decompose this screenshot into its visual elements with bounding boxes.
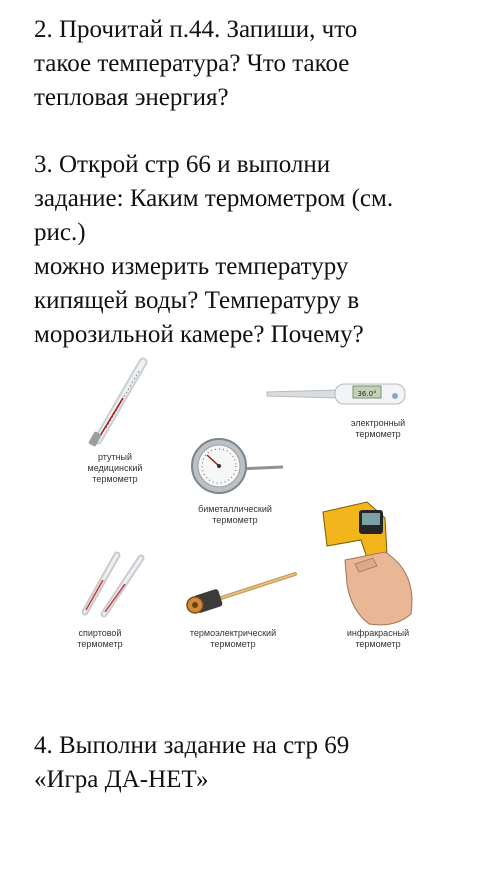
task-3-line: морозильной камере? Почему? [34, 321, 364, 348]
task-3-line: 3. Открой стр 66 и выполни [34, 151, 331, 178]
caption-electronic: электронный термометр [350, 418, 406, 439]
task-4-line: «Игра ДА-НЕТ» [34, 766, 209, 793]
task-3-line: рис.) [34, 219, 86, 246]
electronic-thermometer-icon [267, 384, 405, 404]
task-4 [34, 729, 474, 797]
bimetallic-thermometer-icon [192, 439, 283, 493]
task-2-line: 2. Прочитай п.44. Запиши, что [34, 16, 358, 43]
task-4-line: 4. Выполни задание на стр 69 [34, 732, 350, 759]
thermometers-figure [55, 352, 455, 662]
caption-alcohol: спиртовой термометр [77, 628, 123, 649]
caption-bimetal: биметаллический термометр [198, 504, 272, 525]
task-2-line: тепловая энергия? [34, 84, 229, 111]
task-2 [34, 13, 474, 115]
thermoelectric-thermometer-icon [187, 574, 295, 614]
caption-thermoelectric: термоэлектрический термометр [189, 628, 277, 649]
task-3 [34, 148, 474, 352]
task-3-line: кипящей воды? Температуру в [34, 287, 360, 314]
mercury-thermometer-icon [88, 362, 143, 447]
task-3-line: задание: Каким термометром (см. [34, 185, 394, 212]
alcohol-thermometer-icon [85, 555, 141, 614]
task-2-line: такое температура? Что такое [34, 50, 350, 77]
caption-infrared: инфракрасный термометр [346, 628, 410, 649]
display-reading: 36.0° [357, 390, 377, 398]
caption-mercury: ртутный медицинский термометр [87, 452, 143, 484]
task-3-line: можно измерить температуру [34, 253, 349, 280]
infrared-thermometer-icon [323, 502, 412, 625]
